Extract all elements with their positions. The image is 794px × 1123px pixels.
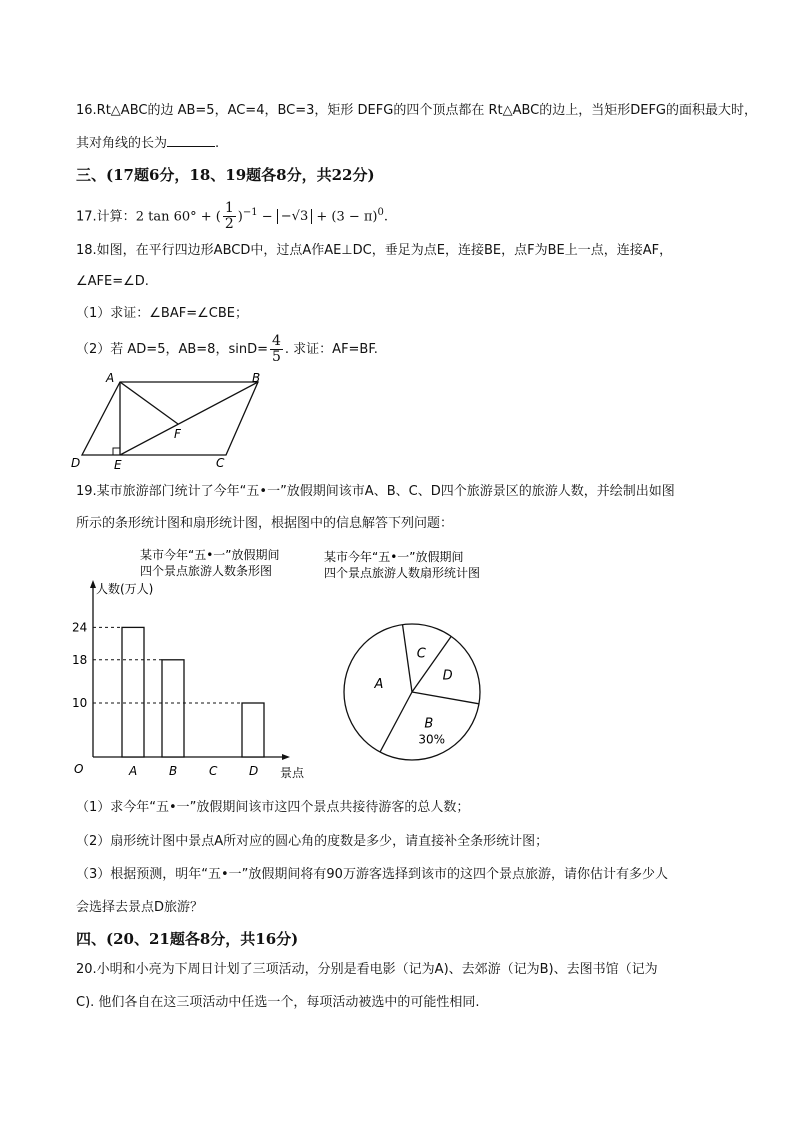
q17-expr-d: + (3 − π) (312, 209, 378, 225)
q17-expr-a: 2 tan 60° + ( (135, 209, 221, 225)
q17-exp1: −1 (242, 207, 258, 218)
y-tick-label-10: 10 (72, 696, 88, 710)
q18-fraction (270, 334, 283, 365)
q17-end: . (383, 209, 389, 225)
q17-exp2: 0 (377, 207, 384, 218)
x-tick-label-D: D (249, 764, 259, 778)
q17-expr-b: ) (237, 209, 243, 225)
q19-part2: （2）扇形统计图中景点A所对应的圆心角的度数是多少，请直接补全条形统计图； (76, 834, 549, 849)
segment-be (120, 382, 258, 455)
q17-frac-num: 1 (224, 200, 234, 217)
x-tick-label-C: C (209, 764, 218, 778)
pie-chart (322, 544, 508, 784)
pie-label-A: A (374, 677, 384, 693)
q17-prefix: 17.计算： (76, 209, 136, 225)
pie-label-D: D (442, 668, 453, 684)
q16-line1: 16.Rt△ABC的边 AB=5，AC=4，BC=3，矩形 DEFG的四个顶点都在 Rt△ABC的边上，当矩形DEFG的面积最大时， (76, 103, 758, 118)
y-tick-label-18: 18 (72, 652, 88, 667)
bar-chart-title-line2: 四个景点旅游人数条形图 (140, 564, 273, 578)
right-angle-mark (113, 448, 120, 455)
q18-line1: 18.如图，在平行四边形ABCD中，过点A作AE⊥DC，垂足为点E，连接BE，点F为BE上一点，连接AF， (76, 243, 673, 258)
bar-layer (72, 620, 264, 778)
pie-percent-B: 30% (418, 732, 446, 747)
segment-af (120, 382, 178, 424)
q17 (76, 196, 388, 234)
q16-line2 (76, 133, 219, 154)
q19-part1: （1）求今年“五•一”放假期间该市这四个景点共接待游客的总人数； (76, 800, 470, 815)
q19-line2: 所示的条形统计图和扇形统计图，根据图中的信息解答下列问题： (76, 516, 454, 531)
q18-frac-den: 5 (271, 349, 281, 365)
q18-line2: ∠AFE=∠D. (76, 274, 149, 289)
bar-A (122, 627, 144, 757)
pie-chart-title-line2: 四个景点旅游人数扇形统计图 (324, 566, 481, 580)
q18-frac-num: 4 (271, 333, 281, 349)
point-d-label: D (71, 456, 81, 470)
pie-chart-title-line1: 某市今年“五•一”放假期间 (324, 550, 464, 564)
section-4-heading: 四、(20、21题各8分，共16分) (76, 930, 299, 948)
q17-expr-c: − (257, 209, 277, 225)
q16-line2-text: 其对角线的长为 (76, 136, 168, 151)
q18-part1: （1）求证：∠BAF=∠CBE； (76, 306, 248, 321)
q18-part2-b: . 求证：AF=BF. (284, 342, 378, 357)
bar-chart (64, 544, 322, 784)
x-tick-label-B: B (169, 764, 178, 778)
pie-label-B: B (424, 716, 434, 732)
q18-part2 (76, 332, 378, 368)
point-f-label: F (174, 427, 181, 441)
bar-B (162, 660, 184, 757)
q19-part3-line2: 会选择去景点D旅游？ (76, 900, 204, 915)
origin-label: O (74, 762, 84, 776)
section-3-heading: 三、(17题6分，18、19题各8分，共22分) (76, 166, 375, 184)
q16-line2-end: . (215, 136, 220, 151)
bar-chart-title-line1: 某市今年“五•一”放假期间 (140, 548, 280, 562)
q17-fraction (223, 201, 236, 232)
q20-line1: 20.小明和小亮为下周日计划了三项活动，分别是看电影（记为A)、去郊游（记为B)、去图书馆（记为 (76, 962, 658, 977)
point-c-label: C (216, 456, 225, 470)
q17-abs: −√3 (277, 209, 312, 224)
q19-line1: 19.某市旅游部门统计了今年“五•一”放假期间该市A、B、C、D四个旅游景区的旅游人数，并绘制出如图 (76, 484, 675, 499)
parallelogram-figure (68, 368, 272, 474)
x-tick-label-A: A (129, 764, 138, 778)
answer-blank (167, 133, 215, 147)
x-axis-arrow (282, 754, 290, 760)
q18-part2-a: （2）若 AD=5，AB=8，sinD= (76, 342, 268, 357)
point-a-label: A (106, 371, 115, 385)
pie-label-C: C (416, 646, 426, 662)
q20-line2: C). 他们各自在这三项活动中任选一个，每项活动被选中的可能性相同. (76, 995, 480, 1010)
pie-layer (344, 624, 480, 760)
q17-frac-den: 2 (224, 216, 234, 233)
point-b-label: B (252, 371, 261, 385)
x-axis-label: 景点 (280, 766, 305, 780)
point-e-label: E (114, 458, 122, 472)
y-tick-label-24: 24 (72, 620, 88, 635)
bar-D (242, 703, 264, 757)
y-axis-label: 人数(万人) (96, 582, 154, 596)
q19-part3-line1: （3）根据预测，明年“五•一”放假期间将有90万游客选择到该市的这四个景点旅游，请你估计有多少人 (76, 867, 668, 882)
